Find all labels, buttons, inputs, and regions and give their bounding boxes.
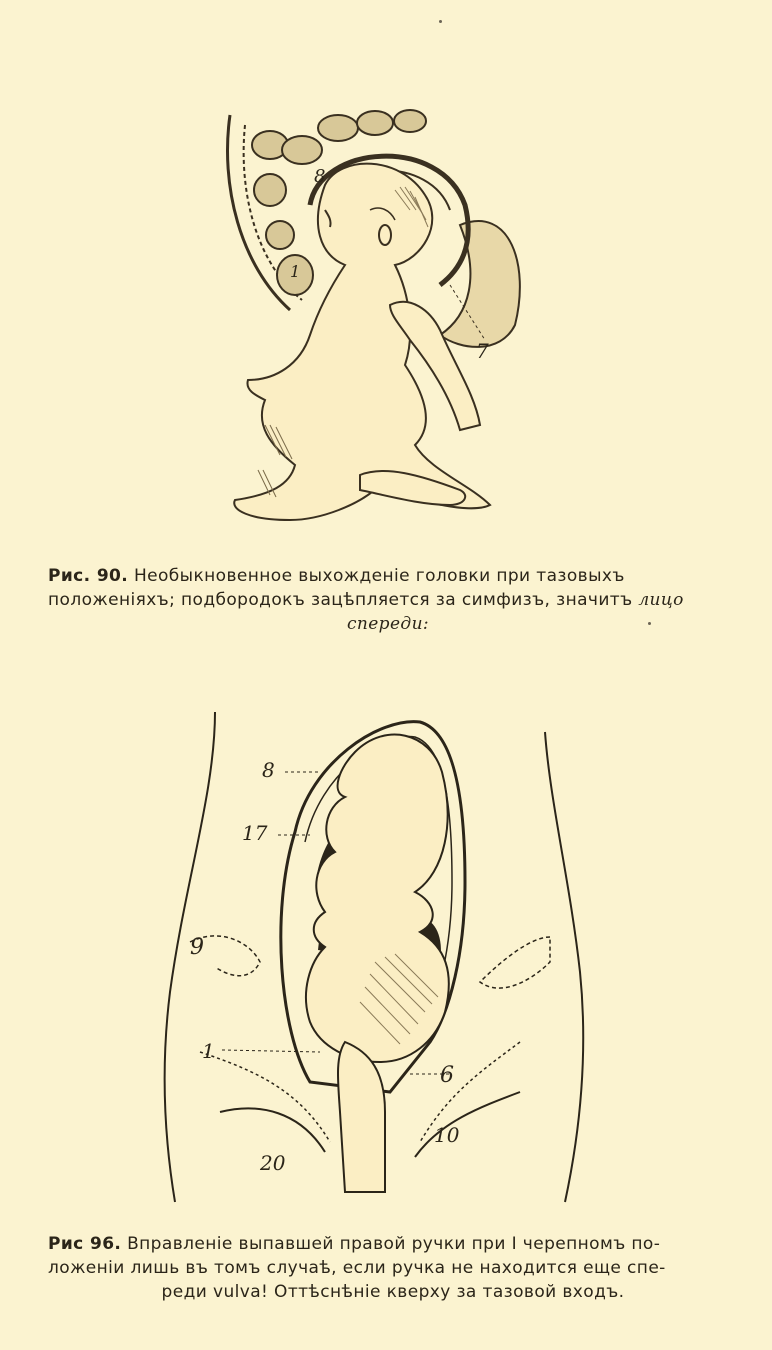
fig96-label-17: 17: [242, 821, 268, 845]
fig90-caption-line1: Необыкновенное выхожденіе головки при тазовыхъ: [133, 566, 625, 586]
figure-96-caption: [48, 1232, 738, 1304]
figure-90-caption: [48, 564, 728, 636]
figure-90-illustration: [210, 95, 550, 550]
page-speck-top: [439, 20, 442, 23]
page-speck-mid: [648, 622, 651, 625]
fig90-caption-italic2: спереди:: [346, 614, 430, 634]
fig96-caption-line1: Вправленіе выпавшей правой ручки при I черепномъ по-: [127, 1234, 661, 1254]
fig96-label-6: 6: [440, 1063, 454, 1088]
fig96-label-1: 1: [202, 1039, 215, 1063]
fig90-caption-italic1: лицо: [638, 590, 684, 610]
fig96-label-10: 10: [434, 1123, 460, 1147]
fig90-label-1: 1: [290, 262, 301, 281]
fig90-label-8: 8: [314, 166, 326, 187]
fig96-caption-line3: реди vulva! Оттѣснѣніе кверху за тазовой входъ.: [161, 1282, 625, 1302]
fig96-caption-prefix: Рис 96.: [48, 1234, 122, 1254]
fig90-caption-line2: положеніяхъ; подбородокъ зацѣпляется за симфизъ, значитъ: [48, 590, 633, 610]
fig96-label-9: 9: [190, 935, 204, 960]
fig96-label-8: 8: [262, 758, 275, 782]
fig96-caption-line2: ложеніи лишь въ томъ случаѣ, если ручка не находится еще спе-: [48, 1258, 666, 1278]
fig90-label-7: 7: [476, 339, 489, 363]
fig90-caption-prefix: Рис. 90.: [48, 566, 129, 586]
figure-96-illustration: [160, 712, 600, 1212]
fig96-label-20: 20: [260, 1151, 286, 1175]
